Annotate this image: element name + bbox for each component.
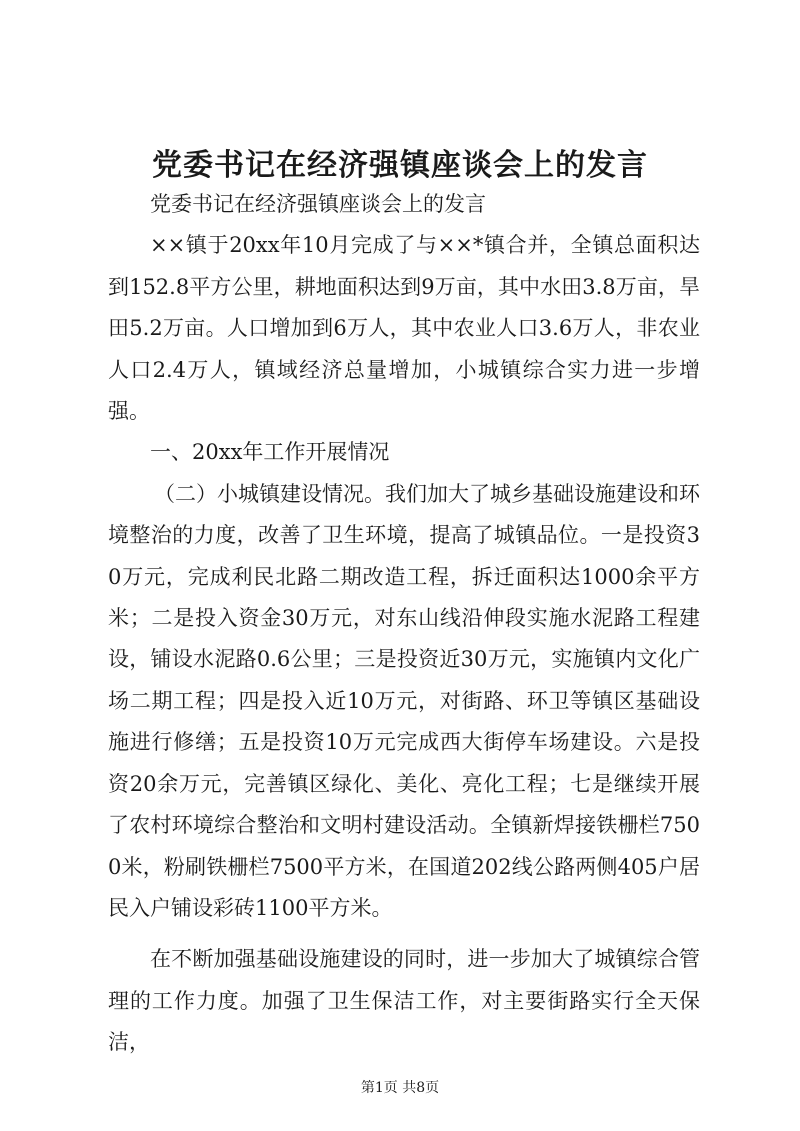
management-paragraph: 在不断加强基础设施建设的同时，进一步加大了城镇综合管理的工作力度。加强了卫生保洁工作，对主要街路实行全天保洁， [108,947,700,1055]
construction-paragraph: （二）小城镇建设情况。我们加大了城乡基础设施建设和环境整治的力度，改善了卫生环境，提高了城镇品位。一是投资30万元，完成利民北路二期改造工程，拆迁面积达1000余平方米；二是投入资金30万元，对东山线沿伸段实施水泥路工程建设，铺设水泥路0.6公里；三是投资近30万元，实施镇内文化广场二期工程；四是投入近10万元，对街路、环卫等镇区基础设施进行修缮；五是投资10万元完成西大街停车场建设。六是投资20余万元，完善镇区绿化、美化、亮化工程；七是继续开展了农村环境综合整治和文明村建设活动。全镇新焊接铁栅栏7500米，粉刷铁栅栏7500平方米，在国道202线公路两侧405户居民入户铺设彩砖1100平方米。 [108,481,700,920]
subtitle-paragraph: 党委书记在经济强镇座谈会上的发言 [150,192,486,216]
overview-paragraph: ××镇于20xx年10月完成了与××*镇合并，全镇总面积达到152.8平方公里，耕地面积达到9万亩，其中水田3.8万亩，旱田5.2万亩。人口增加到6万人，其中农业人口3.6万人，非农业人口2.4万人，镇域经济总量增加，小城镇综合实力进一步增强。 [108,233,700,424]
page-footer: 第1页 共8页 [360,1080,440,1096]
document-title: 党委书记在经济强镇座谈会上的发言 [152,148,648,183]
document-body [108,184,700,1064]
section-heading: 一、20xx年工作开展情况 [150,440,390,465]
